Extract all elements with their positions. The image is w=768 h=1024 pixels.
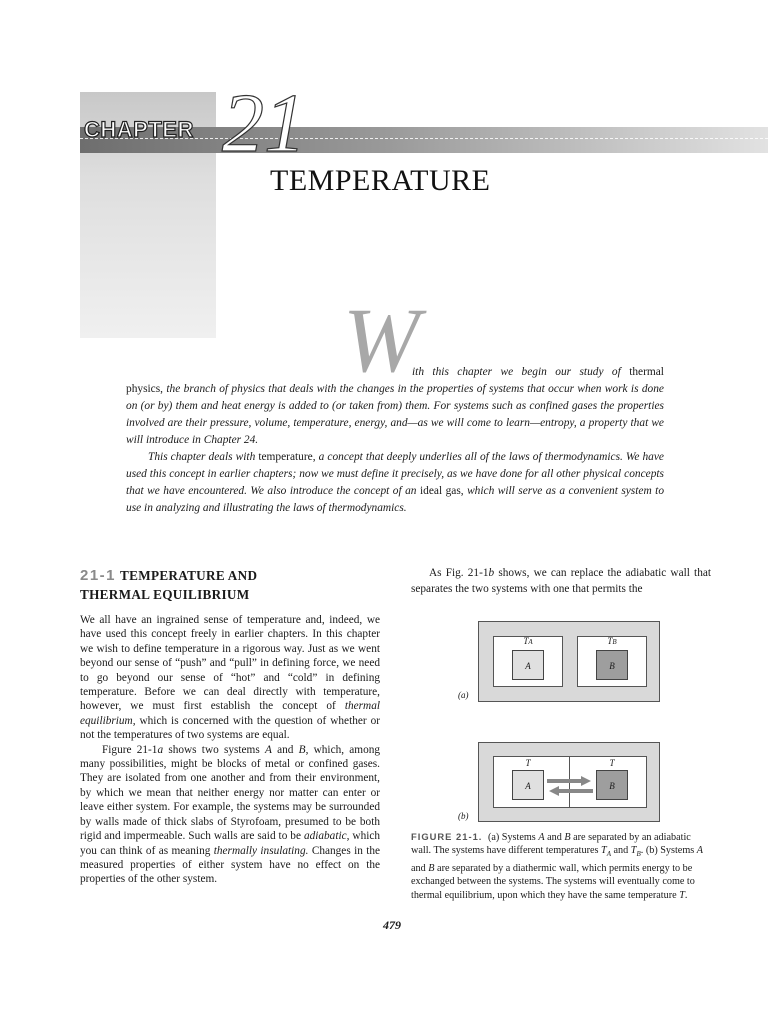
right-column-text: As Fig. 21-1b shows, we can replace the adiabatic wall that separates the two systems with one that permits the [411, 567, 711, 595]
section-heading [80, 566, 340, 604]
intro-paragraph-1: physics, the branch of physics that deals with the changes in the properties of systems that occur when work is done on (or by) them and heat energy is added to (or taken from) them. For systems such as confined gases the properties involved are their pressure, volume, temperature, energy, and—as we will come to learn—entropy, a property that we will introduce in Chapter 24. [126, 383, 664, 446]
figure-panel-a [478, 621, 660, 702]
section-number: 21-1 [80, 567, 117, 584]
figure-panel-b [478, 742, 660, 822]
arrow-right-icon [547, 776, 591, 786]
panel-a-temp-a: TA [523, 636, 533, 646]
chapter-label: CHAPTER [84, 117, 194, 142]
panel-b-temp-a: T [525, 758, 531, 768]
panel-b-label: (b) [458, 811, 469, 821]
page-number: 479 [383, 918, 401, 932]
drop-cap: W [343, 289, 420, 391]
section-title-line1: TEMPERATURE AND [120, 568, 258, 583]
panel-a-temp-b: TB [607, 636, 617, 646]
intro-first-line: ith this chapter we begin our study of thermal [412, 366, 664, 378]
panel-a-box-b: B [596, 650, 628, 680]
energy-exchange-arrows [545, 776, 595, 796]
section-title-line2: THERMAL EQUILIBRIUM [80, 587, 250, 602]
arrow-left-icon [549, 786, 593, 796]
panel-b-temp-b: T [609, 758, 615, 768]
panel-a-label: (a) [458, 690, 469, 700]
body-paragraph-1: We all have an ingrained sense of temperature and, indeed, we have used this concept freely in earlier chapters. In this chapter we wish to define temperature in a rigorous way. Just as we went beyond our sense of “push” and “pull” in defining force, we need to go beyond our sense of “hot” and “cold” in defining temperature. Before we can deal directly with temperature, however, we must first establish the concept of thermal equilibrium, which is concerned with the question of whether or not the temperatures of two systems are equal. [80, 614, 380, 742]
panel-a-box-a: A [512, 650, 544, 680]
chapter-number: 21 [222, 77, 306, 170]
left-column [80, 613, 380, 887]
intro-paragraph-2: This chapter deals with temperature, a concept that deeply underlies all of the laws of thermodynamics. We have used this concept in earlier chapters; now we must define it precisely, as we have done for all other physical concepts that we have encountered. We also introduce the concept of an ideal gas, which will serve as a convenient system to use in analyzing and illustrating the laws of thermodynamics. [126, 451, 665, 514]
panel-b-box-a: A [512, 770, 544, 800]
figure-caption: FIGURE 21-1. (a) Systems A and B are separated by an adiabatic wall. The systems have different temperatures $T_A$ and $T_B$. (b) Systems A and B are separated by a diathermic wall, which permits energy to be exchanged between the systems. The systems will eventually come to thermal equilibrium, upon which they have the same temperature T. [411, 831, 703, 901]
panel-b-box-b: B [596, 770, 628, 800]
body-paragraph-2: Figure 21-1a shows two systems A and B, which, among many possibilities, might be blocks of metal or confined gases. They are isolated from one another and from their environment, by which we mean that neither energy nor matter can enter or leave either system. For example, the systems may be surrounded by walls made of thick slabs of Styrofoam, presumed to be both rigid and impermeable. Such walls are said to be adiabatic, which you can think of as meaning thermally insulating. Changes in the measured properties of either system have no effect on the properties of the other system. [80, 743, 381, 886]
chapter-title: TEMPERATURE [270, 164, 491, 197]
